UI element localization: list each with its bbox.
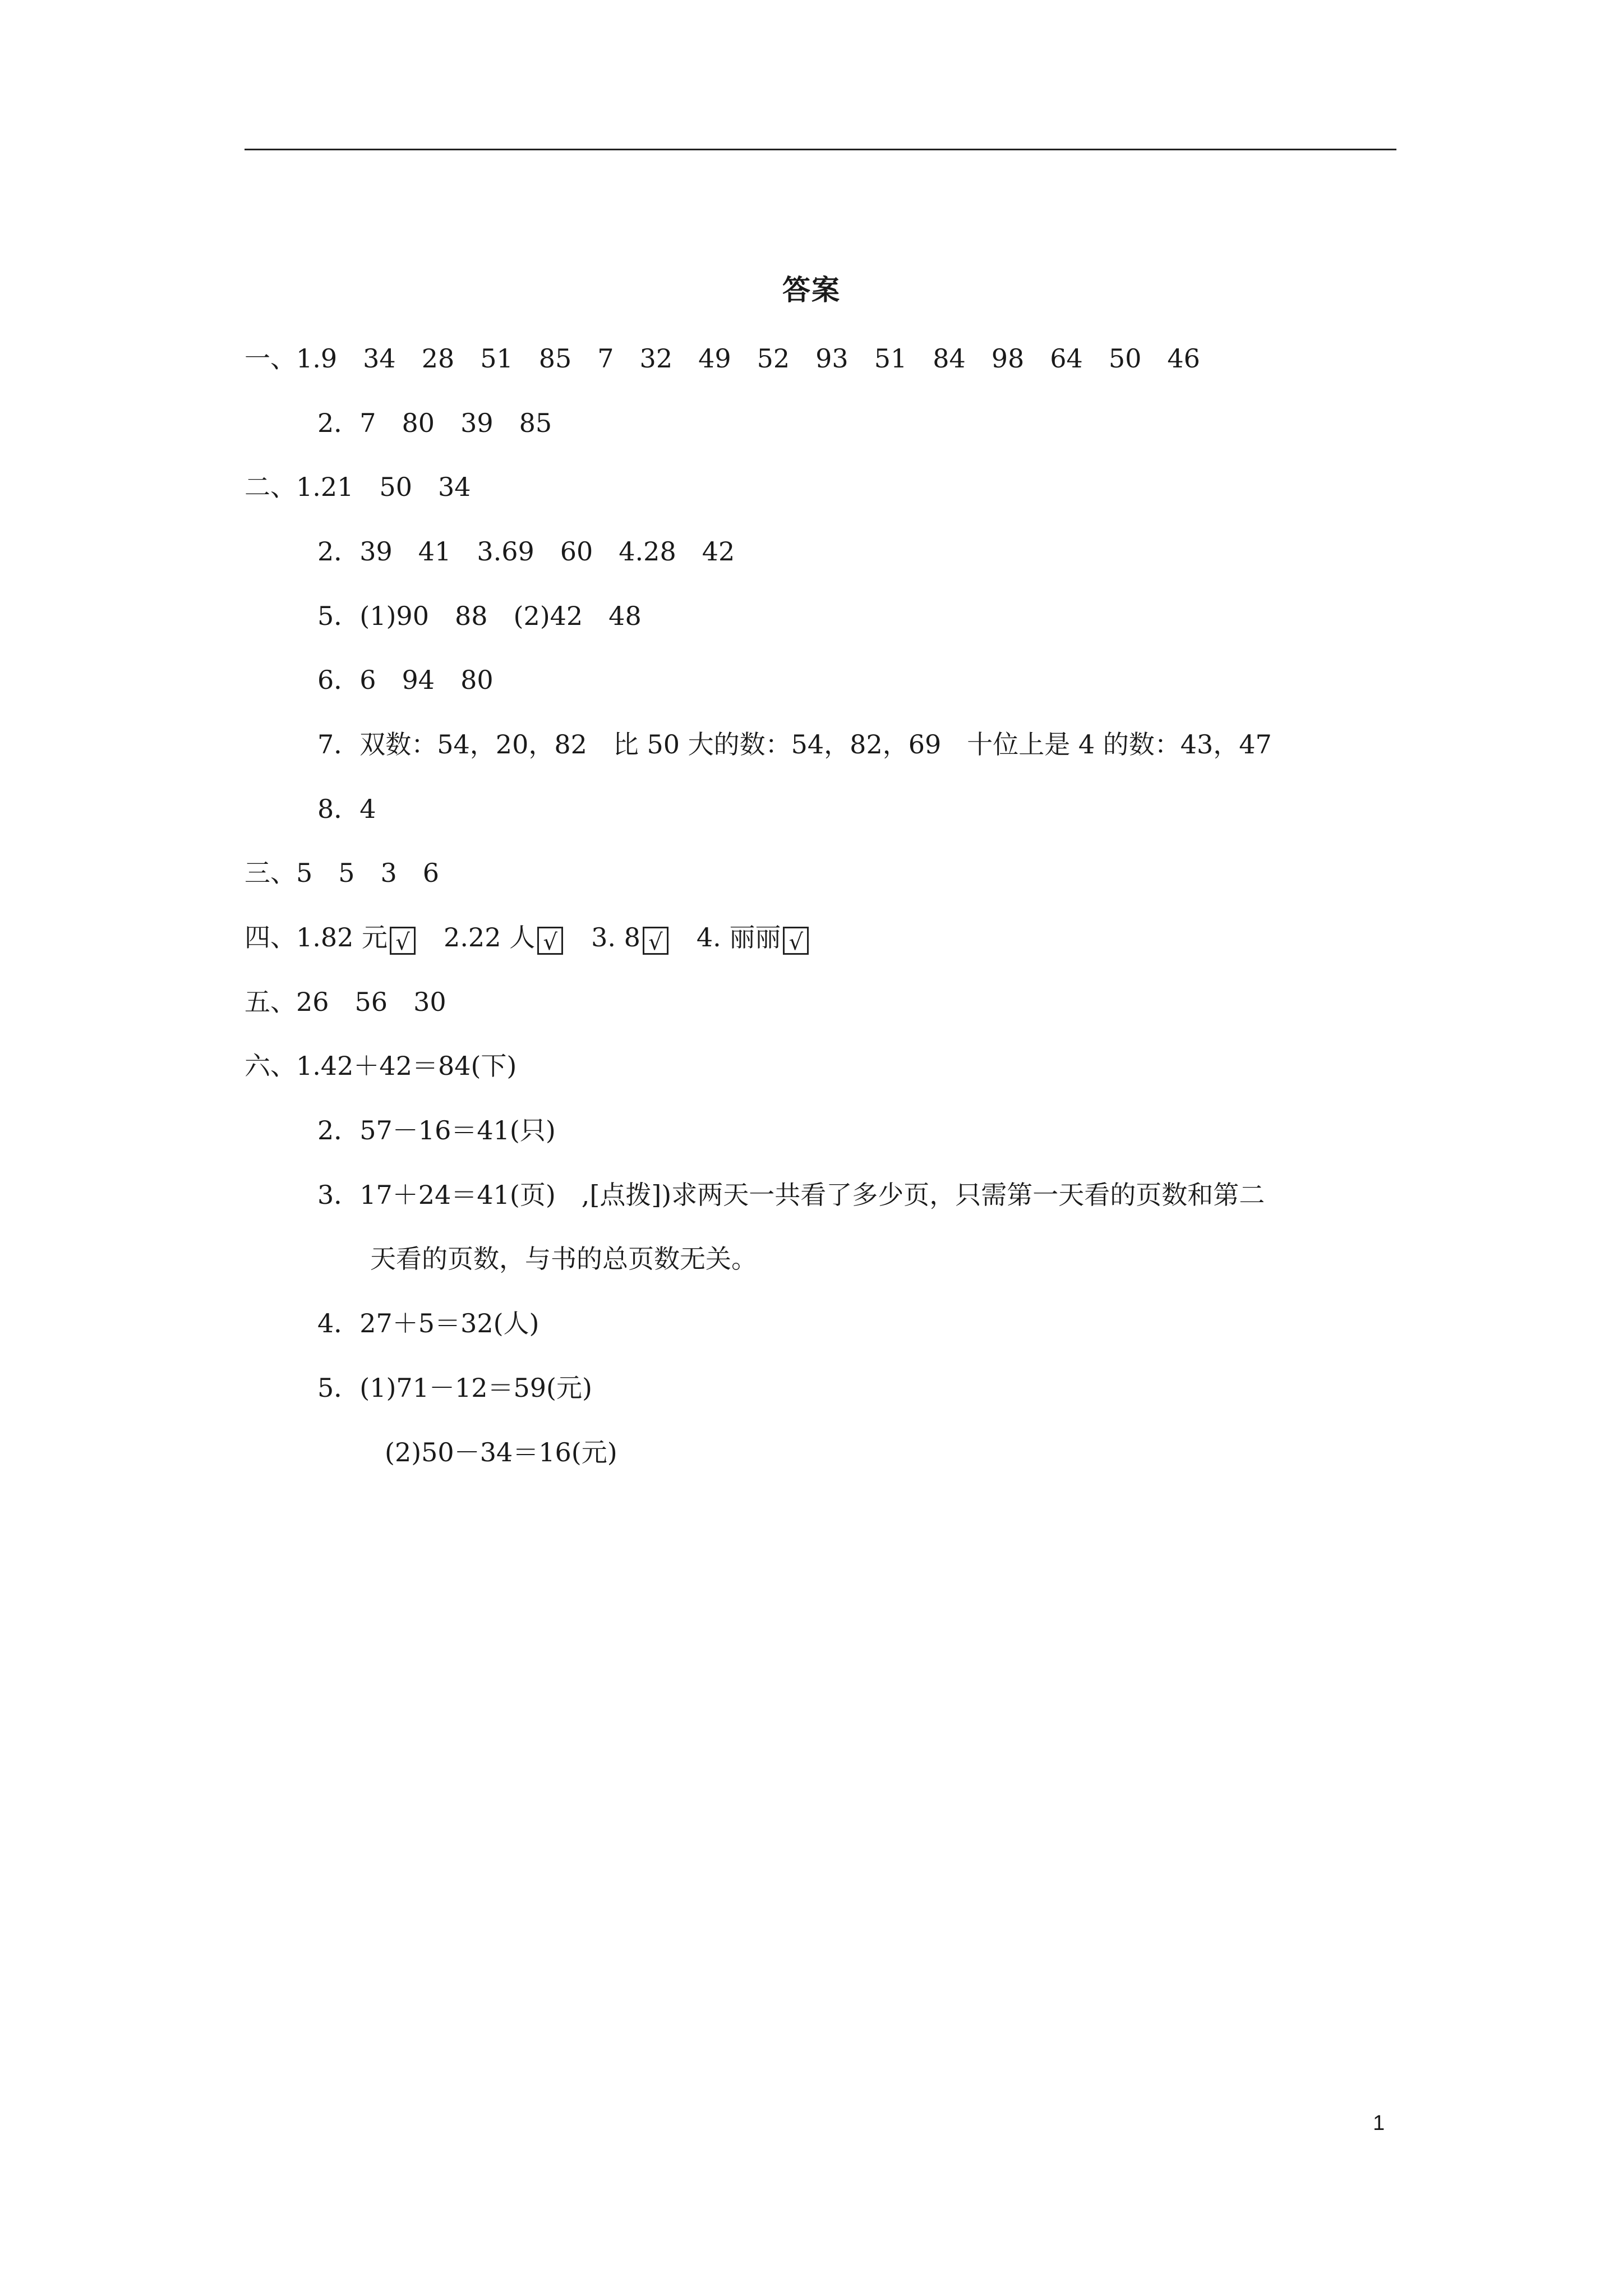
answer-4-1-text: 四、1.82 元 — [245, 922, 388, 953]
answer-4-3-text: 3. 8 — [565, 922, 640, 953]
answer-line-6-1: 六、1.42＋42＝84(下) — [245, 1051, 517, 1081]
answer-line-1-2: 2．7 80 39 85 — [317, 408, 552, 438]
answer-line-6-4: 4．27＋5＝32(人) — [317, 1308, 540, 1338]
answer-line-5: 五、26 56 30 — [245, 987, 446, 1017]
check-box-icon: √ — [537, 927, 563, 955]
answer-line-6-2: 2．57－16＝41(只) — [317, 1115, 556, 1145]
answer-4-2-text: 2.22 人 — [418, 922, 536, 953]
answer-line-2-7: 7．双数：54，20，82 比 50 大的数：54，82，69 十位上是 4 的数：43，47 — [317, 729, 1272, 760]
answer-line-2-1: 二、1.21 50 34 — [245, 472, 471, 502]
check-box-icon: √ — [643, 927, 668, 955]
answer-line-6-3b: 天看的页数，与书的总页数无关。 — [370, 1244, 757, 1274]
check-box-icon: √ — [390, 927, 416, 955]
answer-line-1-1: 一、1.9 34 28 51 85 7 32 49 52 93 51 84 98 64 50 46 — [245, 343, 1200, 374]
answer-line-2-2: 2．39 41 3.69 60 4.28 42 — [317, 536, 735, 567]
answer-line-2-8: 8．4 — [317, 794, 376, 824]
check-box-icon: √ — [783, 927, 809, 955]
page-number: 1 — [1373, 2111, 1385, 2135]
answer-line-4 — [245, 919, 811, 955]
answer-line-3: 三、5 5 3 6 — [245, 858, 440, 888]
answer-line-6-3a: 3．17＋24＝41(页) ,[点拨])求两天一共看了多少页，只需第一天看的页数和第二 — [317, 1180, 1265, 1210]
answer-line-6-5b: (2)50－34＝16(元) — [385, 1437, 617, 1467]
answer-line-2-6: 6．6 94 80 — [317, 665, 494, 695]
page-title: 答案 — [782, 273, 841, 306]
header-rule — [245, 149, 1396, 150]
answer-4-4-text: 4. 丽丽 — [670, 922, 781, 953]
answer-line-6-5a: 5．(1)71－12＝59(元) — [317, 1373, 592, 1403]
answer-line-2-5: 5．(1)90 88 (2)42 48 — [317, 601, 642, 631]
